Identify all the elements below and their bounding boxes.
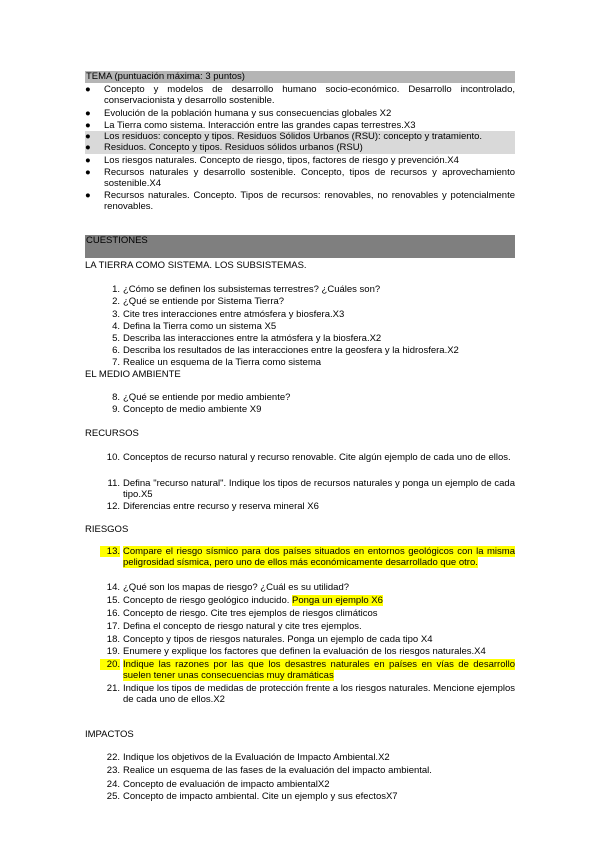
question-item: 5. Describa las interacciones entre la atmósfera y la biosfera.X2 <box>112 333 382 344</box>
section-title: RECURSOS <box>85 428 139 439</box>
question-item: 4. Defina la Tierra como un sistema X5 <box>112 321 277 332</box>
tema-bullet-highlighted: ● Residuos. Concepto y tipos. Residuos sólidos urbanos (RSU) <box>85 142 515 154</box>
question-item: 15. Concepto de riesgo geológico inducido. Ponga un ejemplo X6 <box>106 595 383 606</box>
question-item: 16. Concepto de riesgo. Cite tres ejemplos de riesgos climáticos <box>106 608 378 619</box>
tema-bullet-highlighted: ● Los residuos: concepto y tipos. Residuos Sólidos Urbanos (RSU): concepto y tratamiento. <box>85 131 515 142</box>
section-title: IMPACTOS <box>85 729 134 740</box>
tema-bullet: ● Concepto y modelos de desarrollo humano socio-económico. Desarrollo incontrolado, conservacionista y desarrollo sostenible. <box>85 84 515 106</box>
question-item: 17. Defina el concepto de riesgo natural y cite tres ejemplos. <box>106 621 362 632</box>
section-title: RIESGOS <box>85 524 129 535</box>
question-item: 21. Indique los tipos de medidas de protección frente a los riesgos naturales. Mencione ejemplos de cada uno de ellos.X2 <box>106 683 515 705</box>
bullet-icon: ● <box>85 84 91 95</box>
question-item: 22. Indique los objetivos de la Evaluación de Impacto Ambiental.X2 <box>106 752 390 763</box>
tema-bullet: ● Recursos naturales y desarrollo sostenible. Concepto, tipos de recursos y aprovechamiento sostenible.X4 <box>85 167 515 189</box>
question-item: 8. ¿Qué se entiende por medio ambiente? <box>112 392 291 403</box>
question-item: 19. Enumere y explique los factores que definen la evaluación de los riesgos naturales.X4 <box>106 646 486 657</box>
tema-bullet: ● Evolución de la población humana y sus consecuencias globales X2 <box>85 108 392 119</box>
question-item: 2. ¿Qué se entiende por Sistema Tierra? <box>112 296 285 307</box>
highlighted-fragment: Ponga un ejemplo X6 <box>292 595 383 606</box>
bullet-icon: ● <box>85 155 91 166</box>
question-item: 23. Realice un esquema de las fases de la evaluación del impacto ambiental. <box>106 765 432 776</box>
question-item-highlighted: 20. Indique las razones por las que los desastres naturales en países en vías de desarrollo suelen tener unas consecuencias muy dramáticas <box>100 659 515 681</box>
question-item: 9. Concepto de medio ambiente X9 <box>112 404 262 415</box>
question-item: 24. Concepto de evaluación de impacto ambientalX2 <box>106 779 330 790</box>
tema-bullet: ● Los riesgos naturales. Concepto de riesgo, tipos, factores de riesgo y prevención.X4 <box>85 155 459 166</box>
question-item: 1. ¿Cómo se definen los subsistemas terrestres? ¿Cuáles son? <box>112 284 381 295</box>
tema-header: TEMA (puntuación máxima: 3 puntos) <box>85 71 515 83</box>
question-item: 14. ¿Qué son los mapas de riesgo? ¿Cuál es su utilidad? <box>106 582 350 593</box>
bullet-icon: ● <box>85 120 91 131</box>
tema-bullet: ● La Tierra como sistema. Interacción entre las grandes capas terrestres.X3 <box>85 120 416 131</box>
question-item: 10. Conceptos de recurso natural y recurso renovable. Cite algún ejemplo de cada uno de ellos. <box>106 452 511 463</box>
section-title: EL MEDIO AMBIENTE <box>85 369 181 380</box>
question-item: 25. Concepto de impacto ambiental. Cite un ejemplo y sus efectosX7 <box>106 791 398 802</box>
question-item: 6. Describa los resultados de las interacciones entre la geosfera y la hidrosfera.X2 <box>112 345 459 356</box>
question-item-highlighted: 13. Compare el riesgo sísmico para dos países situados en entornos geológicos con la misma peligrosidad sísmica, pero uno de ellos más económicamente desarrollado que otro. <box>100 546 515 579</box>
section-title: LA TIERRA COMO SISTEMA. LOS SUBSISTEMAS. <box>85 260 307 271</box>
bullet-icon: ● <box>85 108 91 119</box>
question-item: 11. Defina "recurso natural". Indique los tipos de recursos naturales y ponga un ejemplo de cada tipo.X5 <box>107 478 515 500</box>
cuestiones-header: CUESTIONES <box>85 235 515 258</box>
question-item: 18. Concepto y tipos de riesgos naturales. Ponga un ejemplo de cada tipo X4 <box>106 634 433 645</box>
bullet-icon: ● <box>85 190 91 201</box>
bullet-icon: ● <box>85 167 91 178</box>
bullet-icon: ● <box>85 131 91 142</box>
tema-bullet: ● Recursos naturales. Concepto. Tipos de recursos: renovables, no renovables y potencialmente renovables. <box>85 190 515 212</box>
question-item: 3. Cite tres interacciones entre atmósfera y biosfera.X3 <box>112 309 345 320</box>
question-item: 7. Realice un esquema de la Tierra como sistema <box>112 357 322 368</box>
bullet-icon: ● <box>85 142 91 153</box>
question-item: 12. Diferencias entre recurso y reserva mineral X6 <box>106 501 319 512</box>
